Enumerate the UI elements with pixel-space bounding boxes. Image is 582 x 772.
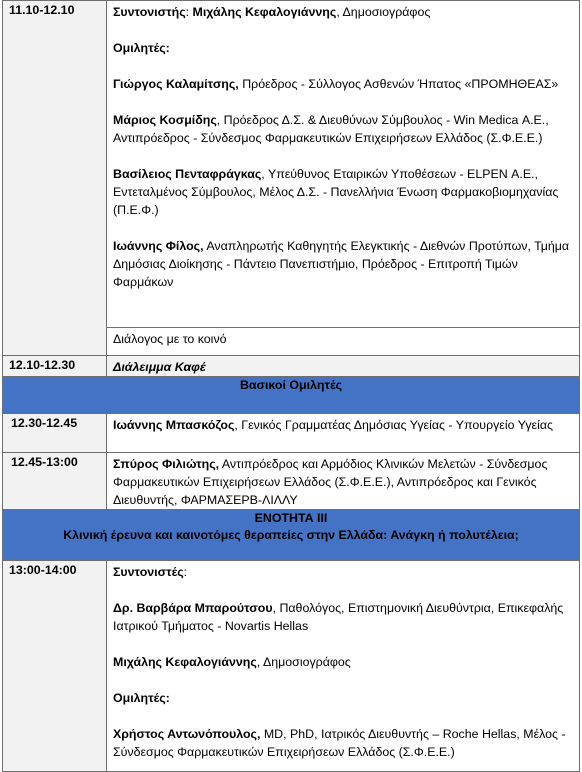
time-label: 13:00-14:00 bbox=[9, 563, 77, 577]
time-label: 12.30-12.45 bbox=[11, 416, 78, 430]
dialogue-cell bbox=[107, 328, 580, 356]
speaker-name: Χρήστος Αντωνόπουλος, bbox=[113, 727, 261, 741]
speaker-role: , Γενικός Γραμματέας Δημόσιας Υγείας - Υπουργείο Υγείας bbox=[234, 418, 553, 432]
speaker-role: , Πρόεδρος Δ.Σ. & Διευθύνων Σύμβουλος - Win Medica Α.Ε., Αντιπρόεδρος - Σύνδεσμος Φαρμακευτικών Επιχειρήσεων Ελλάδος (Σ.Φ.Ε.Ε.) bbox=[113, 113, 549, 145]
speaker-role: , Υπεύθυνος Εταιρικών Υποθέσεων - ELPEN Α.Ε., Εντεταλμένος Σύμβουλος, Μέλος Δ.Σ. - Πανελλήνια Ένωση Φαρμακοβιομηχανίας (Π.Ε.Φ.) bbox=[113, 167, 559, 217]
moderator-name: Δρ. Βαρβάρα Μπαρούτσου bbox=[113, 601, 273, 615]
session-cell: Συντονιστές: Δρ. Βαρβάρα Μπαρούτσου, Παθολόγος, Επιστημονική Διευθύντρια, Επικεφαλής Ιατρικού Τμήματος - Novartis Hellas Μιχάλης Κεφαλογιάννης, Δημοσιογράφος Ομιλητές: Χρήστος Αντωνόπουλος, MD, PhD, Ιατρικός Διευθυντής – Roche Hellas, Μέλος - Σύνδεσμος Φαρμακευτικών Επιχειρήσεων Ελλάδος (Σ.Φ.Ε.Ε.) bbox=[107, 561, 580, 772]
section-title: Βασικοί Ομιλητές bbox=[239, 378, 343, 392]
speaker-entry bbox=[113, 75, 573, 93]
moderator-role: , Δημοσιογράφος bbox=[336, 5, 431, 19]
agenda-row bbox=[3, 561, 580, 772]
moderator-name: Μιχάλης Κεφαλογιάννης bbox=[192, 5, 337, 19]
time-cell bbox=[3, 1, 107, 356]
section-header-row bbox=[3, 377, 580, 414]
moderator-entry bbox=[113, 599, 573, 635]
moderator-role: , Παθολόγος, Επιστημονική Διευθύντρια, Επικεφαλής Ιατρικού Τμήματος - Novartis Hellas bbox=[113, 601, 564, 633]
moderator-entry bbox=[113, 653, 573, 671]
moderator-name: Μιχάλης Κεφαλογιάννης bbox=[113, 655, 257, 669]
speaker-entry bbox=[113, 725, 573, 761]
speaker-name: Μάριος Κοσμίδης bbox=[113, 113, 217, 127]
speaker-role: Αντιπρόεδρος και Αρμόδιος Κλινικών Μελετών - Σύνδεσμος Φαρμακευτικών Επιχειρήσεων Ελλάδος (Σ.Φ.Ε.Ε.), Αντιπρόεδρος και Γενικός Διευθυντής, ΦΑΡΜΑΣΕΡΒ-ΛΙΛΛΥ bbox=[113, 457, 548, 507]
dialogue-text: Διάλογος με το κοινό bbox=[113, 332, 227, 346]
moderator-line: Συντονιστής: Μιχάλης Κεφαλογιάννης, Δημοσιογράφος bbox=[113, 5, 431, 19]
speaker-entry bbox=[113, 111, 573, 147]
section-subtitle: Κλινική έρευνα και καινοτόμες θεραπείες στην Ελλάδα: Ανάγκη ή πολυτέλεια; bbox=[63, 528, 519, 542]
time-label: 12.10-12.30 bbox=[9, 358, 76, 372]
section-header-row bbox=[3, 510, 580, 561]
section-header bbox=[3, 377, 580, 414]
speaker-name: Ιωάννης Φίλος, bbox=[113, 239, 204, 253]
speaker-role: Αναπληρωτής Καθηγητής Ελεγκτικής - Διεθνών Προτύπων, Τμήμα Δημόσιας Διοίκησης - Πάντειο Πανεπιστήμιο, Πρόεδρος - Επιτροπή Τιμών Φαρμάκων bbox=[113, 239, 570, 289]
agenda-row bbox=[3, 1, 580, 328]
section-header bbox=[3, 510, 580, 561]
speaker-name: Ιωάννης Μπασκόζος bbox=[113, 418, 235, 432]
speaker-name: Σπύρος Φιλιώτης, bbox=[113, 457, 220, 471]
keynote-row bbox=[3, 414, 580, 453]
keynote-row bbox=[3, 453, 580, 510]
moderators-label: Συντονιστές bbox=[113, 565, 184, 579]
break-row bbox=[3, 356, 580, 377]
agenda-table bbox=[2, 0, 580, 772]
speaker-entry bbox=[113, 165, 573, 219]
time-cell bbox=[3, 453, 107, 510]
time-label: 12.45-13:00 bbox=[11, 455, 78, 469]
keynote-cell bbox=[107, 414, 580, 453]
time-cell bbox=[3, 414, 107, 453]
speaker-name: Γιώργος Καλαμίτσης, bbox=[113, 77, 239, 91]
break-cell bbox=[107, 356, 580, 377]
speakers-heading: Ομιλητές: bbox=[113, 691, 170, 705]
moderator-label: Συντονιστής bbox=[113, 5, 186, 19]
time-label: 11.10-12.10 bbox=[9, 3, 75, 17]
speaker-role: Πρόεδρος - Σύλλογος Ασθενών Ήπατος «ΠΡΟΜΗΘΕΑΣ» bbox=[238, 77, 559, 91]
moderator-role: , Δημοσιογράφος bbox=[256, 655, 351, 669]
speaker-entry bbox=[113, 237, 573, 291]
time-cell bbox=[3, 356, 107, 377]
break-label: Διάλειμμα Καφέ bbox=[113, 360, 206, 374]
speaker-name: Βασίλειος Πενταφράγκας bbox=[113, 167, 262, 181]
section-title: ΕΝΟΤΗΤΑ ΙΙΙ bbox=[254, 511, 328, 525]
time-cell bbox=[3, 561, 107, 772]
keynote-cell bbox=[107, 453, 580, 510]
speaker-role: MD, PhD, Ιατρικός Διευθυντής – Roche Hellas, Μέλος - Σύνδεσμος Φαρμακευτικών Επιχειρήσεων Ελλάδος (Σ.Φ.Ε.Ε.) bbox=[113, 727, 566, 759]
session-cell bbox=[107, 1, 580, 328]
speakers-heading: Ομιλητές: bbox=[113, 41, 170, 55]
